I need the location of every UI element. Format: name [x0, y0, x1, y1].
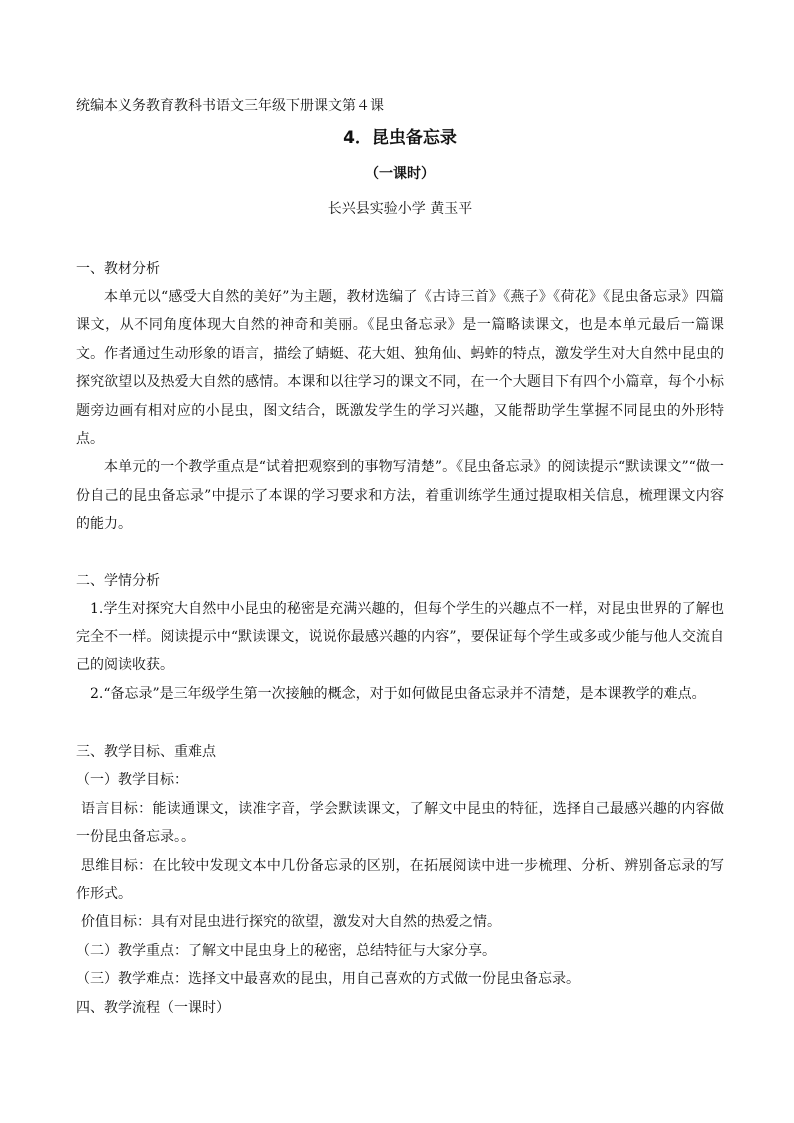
lesson-subtitle: （一课时） [365, 166, 435, 182]
goal-language: 语言目标：能读通课文，读准字音，学会默读课文，了解文中昆虫的特征，选择自己最感兴趣的内容做一份昆虫备忘录。。 [76, 800, 724, 846]
document-header: 统编本义务教育教科书语文三年级下册课文第４课 [76, 98, 384, 114]
section-student-analysis [76, 567, 724, 709]
paragraph: 本单元以“感受大自然的美好”为主题，教材选编了《古诗三首》《燕子》《荷花》《昆虫备忘录》四篇课文，从不同角度体现大自然的神奇和美丽。《昆虫备忘录》是一篇略读课文，也是本单元最后一篇课文。作者通过生动形象的语言，描绘了蜻蜓、花大姐、独角仙、蚂蚱的特点，激发学生对大自然中昆虫的探究欲望以及热爱大自然的感情。本课和以往学习的课文不同，在一个大题目下有四个小篇章，每个小标题旁边画有相对应的小昆虫，图文结合，既激发学生的学习兴趣，又能帮助学生掌握不同昆虫的外形特点。 [76, 289, 724, 448]
paragraph: 2.“备忘录”是三年级学生第一次接触的概念，对于如何做昆虫备忘录并不清楚，是本课教学的难点。 [90, 685, 706, 702]
paragraph: 本单元的一个教学重点是“试着把观察到的事物写清楚”。《昆虫备忘录》的阅读提示“默读课文”“做一份自己的昆虫备忘录”中提示了本课的学习要求和方法，着重训练学生通过提取相关信息，梳理课文内容的能力。 [76, 459, 724, 533]
section-teaching-process [76, 994, 724, 1022]
section-textbook-analysis [76, 255, 724, 539]
goal-thinking: 思维目标：在比较中发现文本中几份备忘录的区别，在拓展阅读中进一步梳理、分析、辨别备忘录的写作形式。 [76, 857, 724, 902]
subheading-difficulty: （三）教学难点：选择文中最喜欢的昆虫，用自己喜欢的方式做一份昆虫备忘录。 [76, 971, 580, 988]
section-teaching-goals [76, 738, 724, 993]
section-heading: 四、教学流程（一课时） [76, 999, 230, 1016]
section-heading: 三、教学目标、重难点 [76, 744, 216, 761]
subheading-goals: （一）教学目标： [76, 772, 188, 789]
subheading-key-point: （二）教学重点：了解文中昆虫身上的秘密，总结特征与大家分享。 [76, 942, 496, 959]
section-heading: 二、学情分析 [76, 572, 160, 589]
document-page [76, 96, 724, 1022]
section-heading: 一、教材分析 [76, 261, 160, 277]
author-line: 长兴县实验小学 黄玉平 [327, 201, 473, 217]
goal-value: 价值目标：具有对昆虫进行探究的欲望，激发对大自然的热爱之情。 [81, 914, 501, 931]
paragraph: 1.学生对探究大自然中小昆虫的秘密是充满兴趣的，但每个学生的兴趣点不一样，对昆虫世界的了解也完全不一样。阅读提示中“默读课文，说说你最感兴趣的内容”，要保证每个学生或多或少能与他人交流自己的阅读收获。 [76, 600, 724, 674]
lesson-title: 4．昆虫备忘录 [343, 128, 457, 148]
